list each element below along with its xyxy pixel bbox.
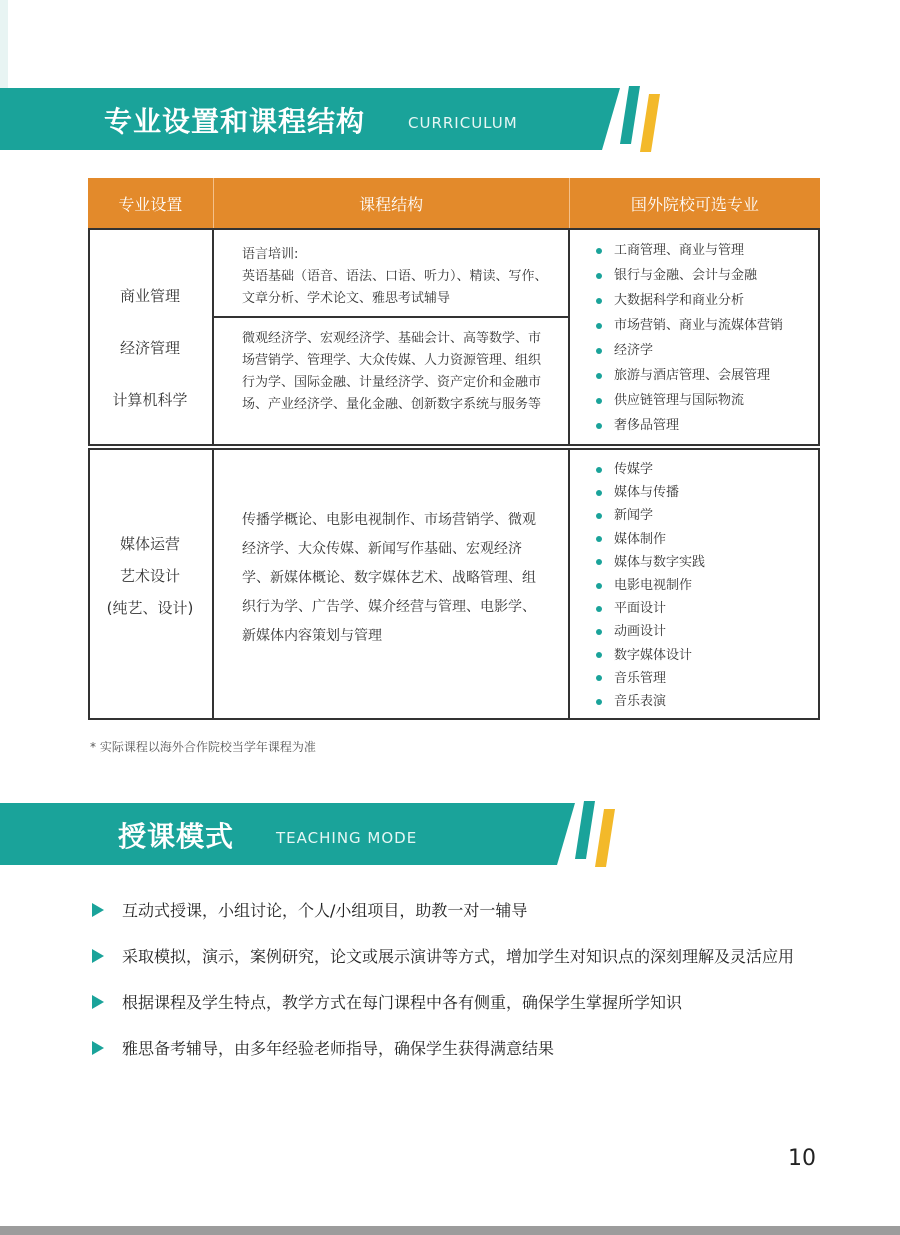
- list-item: 音乐管理: [588, 667, 705, 690]
- major-item: 商业管理: [119, 287, 180, 305]
- banner-deco-teal: [620, 86, 640, 144]
- header-major: 专业设置: [88, 178, 214, 228]
- list-item: 媒体制作: [588, 528, 705, 551]
- section-title: 专业设置和课程结构: [104, 105, 366, 138]
- teaching-banner: [0, 803, 575, 865]
- business-course-cell: [212, 316, 570, 446]
- list-item: 工商管理、商业与管理: [588, 238, 783, 263]
- list-item: 经济学: [588, 338, 783, 363]
- curriculum-banner: [0, 88, 620, 150]
- header-course: 课程结构: [214, 178, 570, 228]
- list-item: 传媒学: [588, 458, 705, 481]
- list-item: 新闻学: [588, 504, 705, 527]
- list-item: 音乐表演: [588, 690, 705, 713]
- business-majors-cell: [88, 228, 214, 446]
- list-item: 互动式授课，小组讨论，个人/小组项目，助教一对一辅导: [90, 888, 830, 934]
- section-subtitle: CURRICULUM: [408, 114, 518, 132]
- media-majors: [90, 528, 210, 624]
- major-item: (纯艺、设计): [106, 599, 194, 617]
- list-item: 数字媒体设计: [588, 644, 705, 667]
- list-item: 大数据科学和商业分析: [588, 288, 783, 313]
- major-item: 计算机科学: [112, 391, 188, 409]
- triangle-bullet-icon: [92, 949, 104, 963]
- top-edge-strip: [0, 0, 8, 90]
- major-item: 媒体运营: [119, 535, 180, 553]
- major-item: 经济管理: [119, 339, 180, 357]
- language-course-text: 英语基础（语音、语法、口语、听力）、精读、写作、文章分析、学术论文、雅思考试辅导: [242, 269, 548, 306]
- media-course-text: 传播学概论、电影电视制作、市场营销学、微观经济学、大众传媒、新闻写作基础、宏观经济学、新媒体概论、数字媒体艺术、战略管理、组织行为学、广告学、媒介经营与管理、电影学、新媒体内容策划与管理: [242, 512, 536, 644]
- language-label: 语言培训:: [242, 247, 299, 262]
- section-subtitle: TEACHING MODE: [276, 829, 418, 847]
- media-options-list: [588, 458, 705, 713]
- bottom-strip: [0, 1226, 900, 1235]
- triangle-bullet-icon: [92, 995, 104, 1009]
- list-item: 根据课程及学生特点，教学方式在每门课程中各有侧重，确保学生掌握所学知识: [90, 980, 830, 1026]
- section-title: 授课模式: [118, 820, 235, 853]
- list-item: 平面设计: [588, 597, 705, 620]
- list-item: 媒体与传播: [588, 481, 705, 504]
- page-number: 10: [788, 1146, 816, 1171]
- list-item: 采取模拟，演示，案例研究，论文或展示演讲等方式，增加学生对知识点的深刻理解及灵活应用: [90, 934, 830, 980]
- list-item: 旅游与酒店管理、会展管理: [588, 363, 783, 388]
- business-options-cell: [568, 228, 820, 446]
- list-item: 银行与金融、会计与金融: [588, 263, 783, 288]
- list-item: 媒体与数字实践: [588, 551, 705, 574]
- language-course-cell: [212, 228, 570, 318]
- business-majors: [90, 270, 210, 426]
- triangle-bullet-icon: [92, 1041, 104, 1055]
- curriculum-table: [88, 178, 820, 228]
- business-options-list: [588, 238, 783, 438]
- business-course-text: 微观经济学、宏观经济学、基础会计、高等数学、市场营销学、管理学、大众传媒、人力资源管理、组织行为学、国际金融、计量经济学、资产定价和金融市场、产业经济学、量化金融、创新数字系统与服务等: [242, 331, 542, 412]
- banner-deco-yellow: [640, 94, 660, 152]
- banner-deco-yellow: [595, 809, 615, 867]
- media-majors-cell: [88, 448, 214, 720]
- list-item: 市场营销、商业与流媒体营销: [588, 313, 783, 338]
- triangle-bullet-icon: [92, 903, 104, 917]
- media-course-cell: [212, 448, 570, 720]
- curriculum-footnote: * 实际课程以海外合作院校当学年课程为准: [90, 740, 316, 754]
- list-item: 奢侈品管理: [588, 413, 783, 438]
- teaching-mode-list: [90, 888, 830, 1072]
- list-item: 动画设计: [588, 620, 705, 643]
- table-header: [88, 178, 820, 228]
- list-item: 电影电视制作: [588, 574, 705, 597]
- major-item: 艺术设计: [119, 567, 180, 585]
- list-item: 雅思备考辅导，由多年经验老师指导，确保学生获得满意结果: [90, 1026, 830, 1072]
- list-item: 供应链管理与国际物流: [588, 388, 783, 413]
- media-options-cell: [568, 448, 820, 720]
- header-options: 国外院校可选专业: [630, 194, 759, 214]
- banner-deco-teal: [575, 801, 595, 859]
